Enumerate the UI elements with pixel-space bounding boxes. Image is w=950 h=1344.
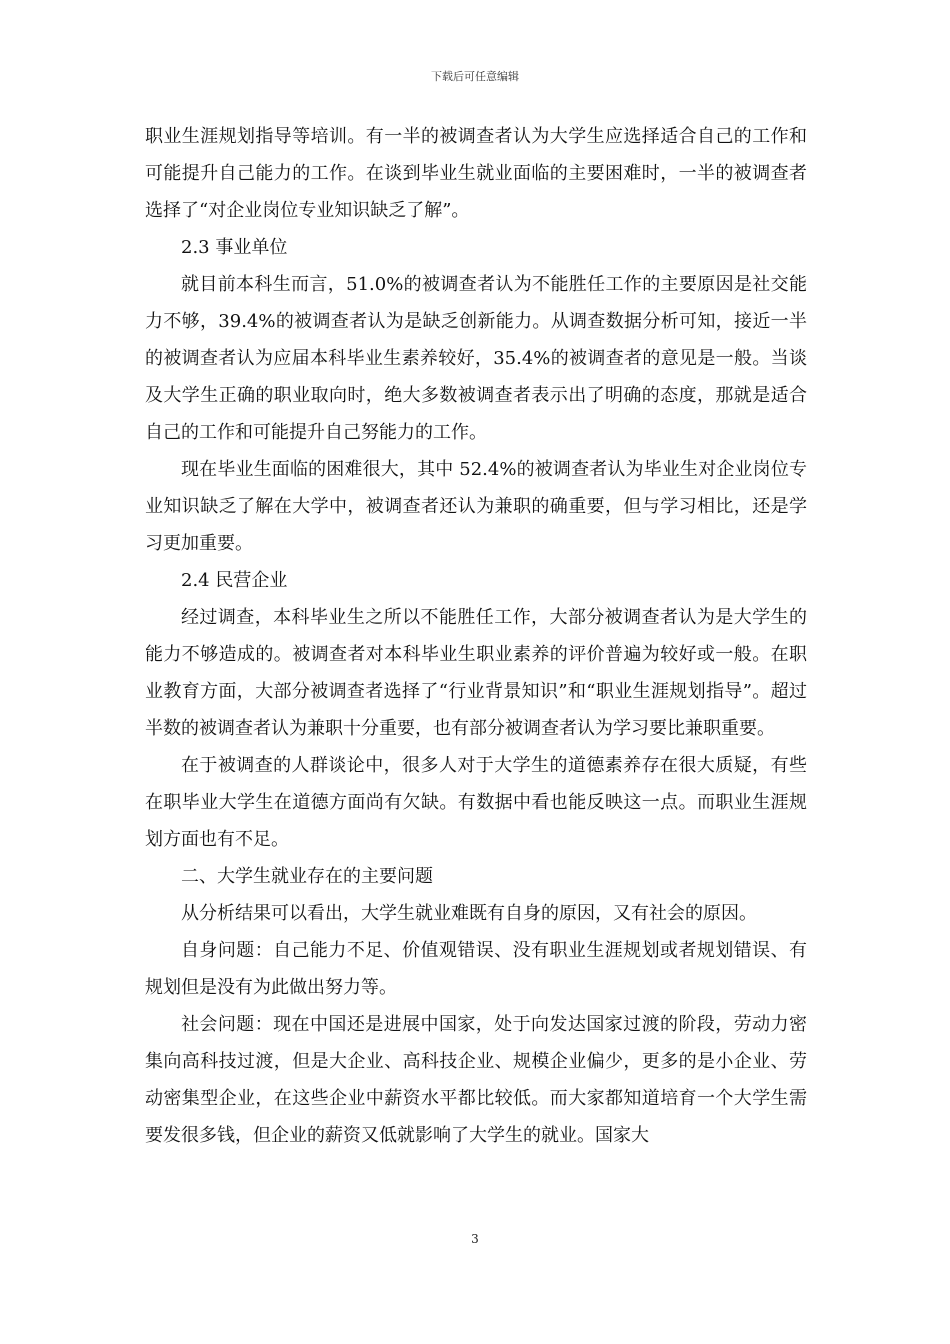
page-header: 下载后可任意编辑: [431, 70, 519, 83]
paragraph: 经过调查，本科毕业生之所以不能胜任工作，大部分被调查者认为是大学生的能力不够造成的。被调查者对本科毕业生职业素养的评价普遍为较好或一般。在职业教育方面，大部分被调查者选择了“行业背景知识”和“职业生涯规划指导”。超过半数的被调查者认为兼职十分重要，也有部分被调查者认为学习要比兼职重要。: [145, 607, 807, 739]
paragraph: 就目前本科生而言，51.0%的被调查者认为不能胜任工作的主要原因是社交能力不够，39.4%的被调查者认为是缺乏创新能力。从调查数据分析可知，接近一半的被调查者认为应届本科毕业生素养较好，35.4%的被调查者的意见是一般。当谈及大学生正确的职业取向时，绝大多数被调查者表示出了明确的态度，那就是适合自己的工作和可能提升自己努能力的工作。: [145, 274, 807, 443]
paragraph: 自身问题：自己能力不足、价值观错误、没有职业生涯规划或者规划错误、有规划但是没有为此做出努力等。: [145, 940, 807, 998]
section-heading-main-problems: 二、大学生就业存在的主要问题: [181, 866, 433, 887]
document-body: [145, 118, 807, 1154]
paragraph-continuation: 职业生涯规划指导等培训。有一半的被调查者认为大学生应选择适合自己的工作和可能提升自己能力的工作。在谈到毕业生就业面临的主要困难时，一半的被调查者选择了“对企业岗位专业知识缺乏了解”。: [145, 126, 807, 221]
paragraph: 在于被调查的人群谈论中，很多人对于大学生的道德素养存在很大质疑，有些在职毕业大学生在道德方面尚有欠缺。有数据中看也能反映这一点。而职业生涯规划方面也有不足。: [145, 755, 807, 850]
section-heading-2-3: 2.3 事业单位: [181, 237, 288, 258]
paragraph: 社会问题：现在中国还是进展中国家，处于向发达国家过渡的阶段，劳动力密集向高科技过渡，但是大企业、高科技企业、规模企业偏少，更多的是小企业、劳动密集型企业，在这些企业中薪资水平都比较低。而大家都知道培育一个大学生需要发很多钱，但企业的薪资又低就影响了大学生的就业。国家大: [145, 1014, 807, 1146]
paragraph: 现在毕业生面临的困难很大，其中 52.4%的被调查者认为毕业生对企业岗位专业知识缺乏了解在大学中，被调查者还认为兼职的确重要，但与学习相比，还是学习更加重要。: [145, 459, 807, 554]
paragraph: 从分析结果可以看出，大学生就业难既有自身的原因，又有社会的原因。: [181, 903, 757, 924]
section-heading-2-4: 2.4 民营企业: [181, 570, 288, 591]
page-number: 3: [471, 1232, 479, 1246]
